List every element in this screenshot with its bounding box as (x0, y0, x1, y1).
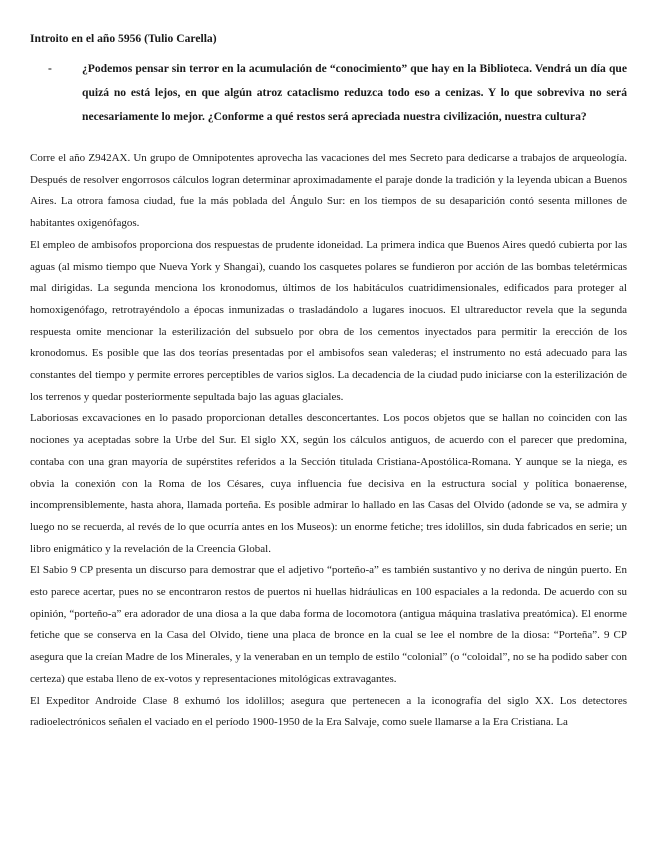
quote-bullet: - (48, 62, 52, 75)
document-page (30, 29, 627, 734)
paragraph-5: El Expeditor Androide Clase 8 exhumó los idolillos; asegura que pertenecen a la iconografía del siglo XX. Los detectores radioelectrónicos señalen el vaciado en el período 1900-1950 de la Era Salvaje, como suele llamarse a la Era Cristiana. La (30, 694, 627, 729)
paragraph-4: El Sabio 9 CP presenta un discurso para demostrar que el adjetivo “porteño-a” es también sustantivo y no deriva de ningún puerto. En esto parece acertar, pues no se encontraron restos de puertos ni huellas hidráulicas en 100 espaciales a la redonda. De acuerdo con su opinión, “porteño-a” era adorador de una diosa a la que daba forma de locomotora (antigua máquina traslativa preatómica). El enorme fetiche que se conserva en la Casa del Olvido, tiene una placa de bronce en la cual se lee el nombre de la diosa: “Porteña”. 9 CP asegura que la creían Madre de los Minerales, y la veneraban en un templo de estilo “colonial” (o “coloidal”, no se ha podido saber con certeza) que estaba lleno de ex-votos y representaciones mitológicas extravagantes. (30, 564, 627, 685)
paragraph-3: Laboriosas excavaciones en lo pasado proporcionan detalles desconcertantes. Los pocos objetos que se hallan no coinciden con las nociones ya aceptadas sobre la Urbe del Sur. El siglo XX, según los cálculos antiguos, de acuerdo con el parecer que predomina, contaba con una gran mayoría de supérstites referidos a la Sección titulada Cristiana-Apostólica-Romana. Y aunque se la niega, es obvia la conexión con la Roma de los Césares, cuya influencia fue decisiva en la estructura social y política bonaerense, incomprensiblemente, hasta ahora, llamada porteña. Es posible admirar lo hallado en las Casas del Olvido (adonde se va, se admira y luego no se recuerda, al revés de lo que ocurría antes en los Museos): un enorme fetiche; tres idolillos, sin duda fabricados en serie; un libro enigmático y la revelación de la Creencia Global. (30, 412, 627, 555)
document-title: Introito en el año 5956 (Tulio Carella) (30, 32, 217, 45)
quote-text: ¿Podemos pensar sin terror en la acumulación de “conocimiento” que hay en la Biblioteca. Vendrá un día que quizá no está lejos, en que algún atroz cataclismo reduzca todo eso a cenizas. Y lo que sobreviva no será necesariamente lo mejor. ¿Conforme a qué restos será apreciada nuestra civilización, nuestra cultura? (82, 62, 627, 123)
paragraph-2: El empleo de ambisofos proporciona dos respuestas de prudente idoneidad. La primera indica que Buenos Aires quedó cubierta por las aguas (al mismo tiempo que Nueva York y Shangai), cuando los casquetes polares se fundieron por acción de las bombas teletérmicas mal dirigidas. La segunda menciona los kronodomus, últimos de los habitáculos cuatridimensionales, edificados para proteger al homoxigenófago, retrotrayéndolo a épocas inmunizadas o trasladándolo a lugares inocuos. El ultrareductor revela que la segunda respuesta omite mencionar la esterilización del subsuelo por obra de los cementos inyectados para permitir la erección de los kronodomus. Es posible que las dos teorías presentadas por el ambisofos sean valederas; el instrumento no está adecuado para las constantes del tiempo y permite errores perceptibles de varios siglos. La decadencia de la ciudad pudo iniciarse con la esterilización de los terrenos y quedar posteriormente sepultada bajo las aguas glaciales. (30, 238, 627, 403)
paragraph-1: Corre el año Z942AX. Un grupo de Omnipotentes aprovecha las vacaciones del mes Secreto para dedicarse a trabajos de arqueología. Después de resolver engorrosos cálculos logran determinar aproximadamente el paraje donde la tradición y la leyenda ubican a Buenos Aires. La otrora famosa ciudad, fue la más poblada del Ángulo Sur: en los tiempos de su desaparición contó sesenta millones de habitantes oxigenófagos. (30, 152, 627, 230)
epigraph-quote (30, 57, 627, 129)
